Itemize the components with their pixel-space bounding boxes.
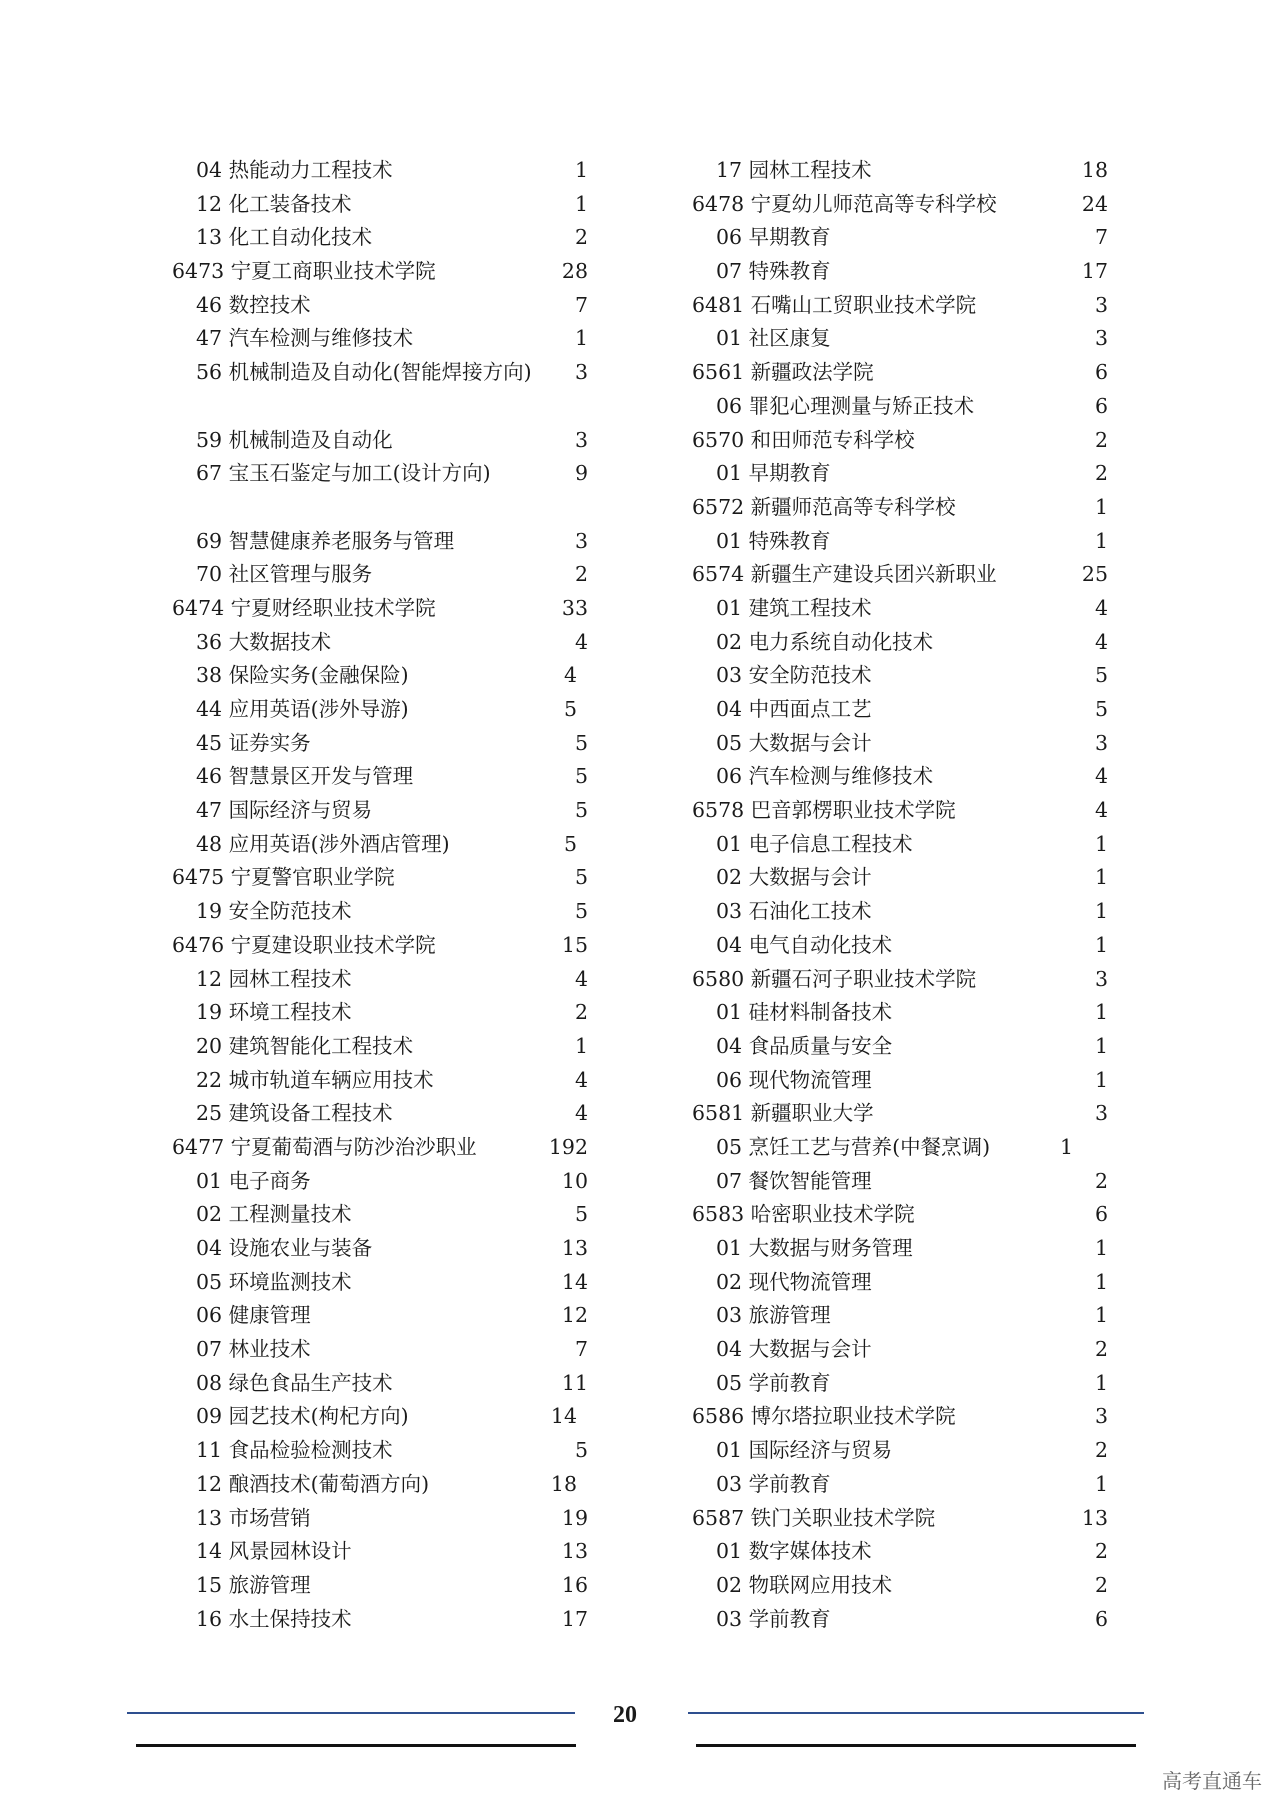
major-name: 70 社区管理与服务	[196, 562, 373, 587]
major-row	[716, 1266, 1108, 1300]
major-name: 03 石油化工技术	[716, 899, 872, 924]
enrollment-count: 1	[1094, 899, 1108, 924]
major-name: 06 健康管理	[196, 1303, 311, 1328]
major-name: 04 设施农业与装备	[196, 1236, 373, 1261]
enrollment-count: 4	[1094, 595, 1108, 620]
major-name: 06 早期教育	[716, 225, 831, 250]
major-name: 04 中西面点工艺	[716, 697, 872, 721]
enrollment-count: 18	[1081, 158, 1108, 182]
major-name: 01 特殊教育	[716, 528, 831, 553]
enrollment-count: 19	[561, 1505, 588, 1530]
major-name: 06 汽车检测与维修技术	[716, 764, 934, 789]
enrollment-count: 2	[574, 1000, 588, 1025]
major-name: 05 烹饪工艺与营养(中餐烹调)	[716, 1134, 991, 1159]
enrollment-count: 192	[548, 1134, 588, 1159]
enrollment-count: 5	[574, 730, 588, 755]
major-name: 02 现代物流管理	[716, 1269, 872, 1294]
school-row	[692, 1502, 1108, 1536]
major-name: 04 热能动力工程技术	[196, 158, 393, 182]
major-row	[716, 1131, 1108, 1165]
major-row	[196, 794, 588, 828]
major-row	[196, 693, 588, 727]
major-row	[196, 828, 588, 862]
school-name: 6481 石嘴山工贸职业技术学院	[692, 292, 977, 317]
school-name: 6586 博尔塔拉职业技术学院	[692, 1404, 956, 1429]
major-row	[196, 626, 588, 660]
enrollment-count: 4	[574, 1101, 588, 1126]
major-name: 09 园艺技术(枸杞方向)	[196, 1404, 409, 1429]
page-number: 20	[613, 1702, 637, 1728]
major-row	[716, 996, 1108, 1030]
school-name: 6476 宁夏建设职业技术学院	[172, 932, 436, 957]
major-name: 56 机械制造及自动化(智能焊接方向)	[196, 360, 532, 385]
major-name: 03 学前教育	[716, 1606, 831, 1631]
major-name: 03 安全防范技术	[716, 663, 872, 688]
major-row	[716, 1299, 1108, 1333]
major-row	[716, 1165, 1108, 1199]
major-name: 06 现代物流管理	[716, 1067, 872, 1092]
enrollment-count: 3	[574, 360, 588, 385]
major-row	[196, 457, 588, 524]
enrollment-count: 1	[574, 326, 588, 351]
enrollment-count: 1	[1094, 528, 1108, 553]
enrollment-count: 6	[1094, 1606, 1108, 1631]
enrollment-count: 1	[574, 1033, 588, 1058]
major-name: 01 社区康复	[716, 326, 831, 351]
enrollment-count: 12	[561, 1303, 588, 1328]
major-row	[716, 760, 1108, 794]
major-name: 20 建筑智能化工程技术	[196, 1033, 414, 1058]
school-name: 6473 宁夏工商职业技术学院	[172, 259, 436, 284]
major-row	[196, 1064, 588, 1098]
major-name: 07 林业技术	[196, 1337, 311, 1362]
enrollment-count: 4	[1094, 629, 1108, 654]
enrollment-count: 3	[574, 528, 588, 553]
enrollment-count: 5	[563, 831, 577, 856]
major-name: 13 化工自动化技术	[196, 225, 373, 250]
school-row	[692, 558, 1108, 592]
major-row	[716, 626, 1108, 660]
major-row	[196, 996, 588, 1030]
enrollment-count: 5	[1094, 663, 1108, 688]
enrollment-count: 3	[1094, 326, 1108, 351]
enrollment-count: 11	[561, 1370, 588, 1395]
major-row	[196, 1535, 588, 1569]
enrollment-count: 3	[574, 427, 588, 452]
enrollment-count: 1	[574, 158, 588, 182]
major-name: 59 机械制造及自动化	[196, 427, 393, 452]
major-row	[196, 1097, 588, 1131]
major-row	[196, 1232, 588, 1266]
major-name: 12 园林工程技术	[196, 966, 352, 991]
major-row	[196, 1367, 588, 1401]
enrollment-count: 3	[1094, 1404, 1108, 1429]
enrollment-count: 1	[1094, 1236, 1108, 1260]
enrollment-count: 3	[1094, 966, 1108, 991]
enrollment-count: 4	[574, 966, 588, 991]
enrollment-count: 5	[574, 1438, 588, 1463]
enrollment-count: 13	[561, 1539, 588, 1564]
major-name: 03 旅游管理	[716, 1303, 831, 1328]
major-name: 05 大数据与会计	[716, 730, 872, 755]
major-row	[196, 1030, 588, 1064]
major-name: 02 物联网应用技术	[716, 1572, 893, 1597]
major-row	[196, 760, 588, 794]
enrollment-count: 2	[1094, 1168, 1108, 1193]
enrollment-count: 1	[1094, 494, 1108, 519]
major-row	[716, 1333, 1108, 1367]
enrollment-count: 25	[1081, 562, 1108, 587]
enrollment-count: 6	[1094, 1202, 1108, 1227]
major-row	[196, 558, 588, 592]
major-name: 07 餐饮智能管理	[716, 1168, 872, 1193]
major-name: 02 大数据与会计	[716, 865, 872, 890]
major-row	[716, 1569, 1108, 1603]
school-name: 6572 新疆师范高等专科学校	[692, 494, 956, 519]
major-name: 05 学前教育	[716, 1370, 831, 1395]
enrollment-count: 2	[1094, 1539, 1108, 1564]
enrollment-count: 13	[1081, 1505, 1108, 1530]
enrollment-count: 1	[574, 191, 588, 216]
enrollment-count: 4	[1094, 764, 1108, 789]
enrollment-count: 1	[1094, 1370, 1108, 1395]
major-name: 11 食品检验检测技术	[196, 1438, 393, 1463]
enrollment-count: 17	[561, 1606, 588, 1631]
enrollment-count: 1	[1094, 831, 1108, 856]
school-name: 6477 宁夏葡萄酒与防沙治沙职业	[172, 1134, 477, 1159]
school-name: 6478 宁夏幼儿师范高等专科学校	[692, 191, 997, 216]
major-row	[716, 693, 1108, 727]
major-name: 19 安全防范技术	[196, 899, 352, 924]
school-row	[172, 592, 588, 626]
major-name: 04 食品质量与安全	[716, 1033, 893, 1058]
enrollment-count: 4	[1094, 798, 1108, 823]
enrollment-count: 28	[561, 259, 588, 284]
school-name: 6581 新疆职业大学	[692, 1101, 874, 1126]
enrollment-count: 3	[1094, 1101, 1108, 1126]
enrollment-count: 5	[574, 1202, 588, 1227]
enrollment-count: 2	[1094, 1337, 1108, 1362]
enrollment-count: 2	[1094, 427, 1108, 452]
major-name: 46 智慧景区开发与管理	[196, 764, 414, 789]
school-row	[692, 1198, 1108, 1232]
major-row	[716, 1535, 1108, 1569]
enrollment-count: 16	[561, 1572, 588, 1597]
school-row	[172, 1131, 588, 1165]
major-name: 38 保险实务(金融保险)	[196, 663, 409, 688]
major-row	[716, 659, 1108, 693]
major-row	[716, 1232, 1108, 1266]
school-name: 6587 铁门关职业技术学院	[692, 1505, 936, 1530]
major-name: 05 环境监测技术	[196, 1269, 352, 1294]
major-name: 01 早期教育	[716, 461, 831, 486]
major-name: 25 建筑设备工程技术	[196, 1101, 393, 1126]
major-row	[716, 861, 1108, 895]
major-name: 01 大数据与财务管理	[716, 1236, 913, 1260]
footer-rule-top-left	[127, 1712, 575, 1714]
enrollment-count: 7	[1094, 225, 1108, 250]
major-row	[196, 1569, 588, 1603]
major-row	[716, 1468, 1108, 1502]
enrollment-count: 3	[1094, 292, 1108, 317]
major-row	[716, 727, 1108, 761]
enrollment-count: 14	[550, 1404, 577, 1429]
major-row	[196, 1434, 588, 1468]
major-row	[716, 390, 1108, 424]
footer-rule-bottom-right	[696, 1744, 1136, 1747]
major-row	[716, 1603, 1108, 1637]
major-row	[196, 154, 588, 188]
major-name: 47 汽车检测与维修技术	[196, 326, 414, 351]
school-row	[692, 356, 1108, 390]
major-name: 36 大数据技术	[196, 629, 332, 654]
enrollment-count: 2	[1094, 461, 1108, 486]
major-name: 45 证券实务	[196, 730, 311, 755]
major-row	[716, 1030, 1108, 1064]
school-row	[692, 289, 1108, 323]
enrollment-count: 1	[1094, 1303, 1108, 1328]
major-name: 47 国际经济与贸易	[196, 798, 373, 823]
school-name: 6475 宁夏警官职业学院	[172, 865, 395, 890]
major-name: 69 智慧健康养老服务与管理	[196, 528, 455, 553]
enrollment-count: 6	[1094, 393, 1108, 418]
major-name: 04 电气自动化技术	[716, 932, 893, 957]
major-row	[196, 1198, 588, 1232]
major-row	[196, 1502, 588, 1536]
major-name: 06 罪犯心理测量与矫正技术	[716, 393, 975, 418]
watermark: 高考直通车	[1162, 1769, 1262, 1793]
enrollment-count: 3	[1094, 730, 1108, 755]
major-row	[196, 1400, 588, 1434]
major-row	[196, 1299, 588, 1333]
school-row	[172, 255, 588, 289]
major-row	[716, 322, 1108, 356]
major-row	[196, 1468, 588, 1502]
enrollment-count: 7	[574, 1337, 588, 1362]
enrollment-count: 17	[1081, 259, 1108, 284]
enrollment-count: 5	[574, 865, 588, 890]
enrollment-count: 5	[574, 899, 588, 924]
enrollment-count: 5	[574, 764, 588, 789]
enrollment-count: 4	[574, 629, 588, 654]
footer-rule-bottom-left	[136, 1744, 576, 1747]
enrollment-count: 1	[1094, 1067, 1108, 1092]
enrollment-count: 7	[574, 292, 588, 317]
enrollment-count: 1	[1094, 1269, 1108, 1294]
major-row	[716, 592, 1108, 626]
school-name: 6570 和田师范专科学校	[692, 427, 915, 452]
major-name: 16 水土保持技术	[196, 1606, 352, 1631]
major-name: 12 酿酒技术(葡萄酒方向)	[196, 1471, 430, 1496]
major-row	[716, 1064, 1108, 1098]
major-row	[716, 1434, 1108, 1468]
major-row	[716, 828, 1108, 862]
major-name: 04 大数据与会计	[716, 1337, 872, 1362]
major-name: 02 电力系统自动化技术	[716, 629, 934, 654]
major-name: 01 国际经济与贸易	[716, 1438, 893, 1463]
enrollment-count: 15	[561, 932, 588, 957]
major-name: 01 电子信息工程技术	[716, 831, 913, 856]
major-name: 02 工程测量技术	[196, 1202, 352, 1227]
major-row	[196, 525, 588, 559]
school-name: 6474 宁夏财经职业技术学院	[172, 595, 436, 620]
page-footer	[0, 1700, 1280, 1760]
major-row	[716, 154, 1108, 188]
major-name: 07 特殊教育	[716, 259, 831, 284]
major-row	[196, 727, 588, 761]
school-row	[692, 963, 1108, 997]
major-row	[716, 895, 1108, 929]
enrollment-count: 1	[1094, 865, 1108, 890]
enrollment-count: 13	[561, 1236, 588, 1261]
major-row	[196, 1266, 588, 1300]
enrollment-count: 6	[1094, 360, 1108, 385]
major-name: 48 应用英语(涉外酒店管理)	[196, 831, 450, 856]
major-name: 15 旅游管理	[196, 1572, 311, 1597]
school-row	[172, 929, 588, 963]
major-name: 19 环境工程技术	[196, 1000, 352, 1025]
enrollment-count: 14	[561, 1269, 588, 1294]
enrollment-count: 2	[574, 562, 588, 587]
major-row	[196, 659, 588, 693]
enrollment-count: 2	[1094, 1438, 1108, 1463]
major-row	[196, 221, 588, 255]
major-row	[716, 1367, 1108, 1401]
school-row	[692, 424, 1108, 458]
enrollment-count: 2	[574, 225, 588, 250]
major-row	[716, 255, 1108, 289]
major-row	[196, 963, 588, 997]
major-name: 46 数控技术	[196, 292, 311, 317]
major-row	[196, 1333, 588, 1367]
school-row	[692, 1097, 1108, 1131]
school-name: 6578 巴音郭楞职业技术学院	[692, 798, 956, 823]
major-row	[196, 1603, 588, 1637]
major-name: 44 应用英语(涉外导游)	[196, 697, 409, 722]
enrollment-count: 1	[1094, 1033, 1108, 1058]
enrollment-count: 33	[561, 595, 588, 620]
major-row	[196, 356, 588, 423]
enrollment-count: 5	[563, 697, 577, 722]
major-name: 22 城市轨道车辆应用技术	[196, 1067, 434, 1092]
major-row	[196, 289, 588, 323]
major-name: 01 数字媒体技术	[716, 1539, 872, 1564]
major-row	[716, 525, 1108, 559]
school-row	[172, 861, 588, 895]
major-row	[716, 457, 1108, 491]
major-row	[196, 895, 588, 929]
major-row	[716, 929, 1108, 963]
major-row	[196, 1165, 588, 1199]
major-name: 01 硅材料制备技术	[716, 1000, 893, 1025]
school-name: 6574 新疆生产建设兵团兴新职业	[692, 562, 997, 587]
enrollment-count: 9	[574, 461, 588, 486]
enrollment-count: 4	[563, 663, 577, 688]
major-name: 01 建筑工程技术	[716, 595, 872, 620]
major-name: 67 宝玉石鉴定与加工(设计方向)	[196, 461, 491, 486]
enrollment-count: 1	[1094, 932, 1108, 957]
enrollment-count: 1	[1094, 1000, 1108, 1025]
left-column	[172, 154, 588, 1636]
enrollment-count: 10	[561, 1168, 588, 1193]
enrollment-count: 5	[574, 798, 588, 823]
major-name: 01 电子商务	[196, 1168, 311, 1193]
school-name: 6583 哈密职业技术学院	[692, 1202, 915, 1227]
major-name: 17 园林工程技术	[716, 158, 872, 182]
major-name: 13 市场营销	[196, 1505, 311, 1530]
school-row	[692, 794, 1108, 828]
school-row	[692, 188, 1108, 222]
major-row	[716, 221, 1108, 255]
enrollment-count: 1	[1094, 1471, 1108, 1496]
major-row	[196, 424, 588, 458]
footer-rule-top-right	[688, 1712, 1144, 1714]
major-row	[196, 322, 588, 356]
enrollment-count: 24	[1081, 191, 1108, 216]
school-row	[692, 1400, 1108, 1434]
major-name: 14 风景园林设计	[196, 1539, 352, 1564]
enrollment-count: 1	[1059, 1134, 1073, 1159]
school-name: 6580 新疆石河子职业技术学院	[692, 966, 977, 991]
major-name: 12 化工装备技术	[196, 191, 352, 216]
school-name: 6561 新疆政法学院	[692, 360, 874, 385]
enrollment-count: 5	[1094, 697, 1108, 721]
school-row	[692, 491, 1108, 525]
right-column	[692, 154, 1108, 1636]
major-name: 03 学前教育	[716, 1471, 831, 1496]
enrollment-count: 4	[574, 1067, 588, 1092]
enrollment-count: 18	[550, 1471, 577, 1496]
major-name: 08 绿色食品生产技术	[196, 1370, 393, 1395]
major-row	[196, 188, 588, 222]
enrollment-count: 2	[1094, 1572, 1108, 1597]
